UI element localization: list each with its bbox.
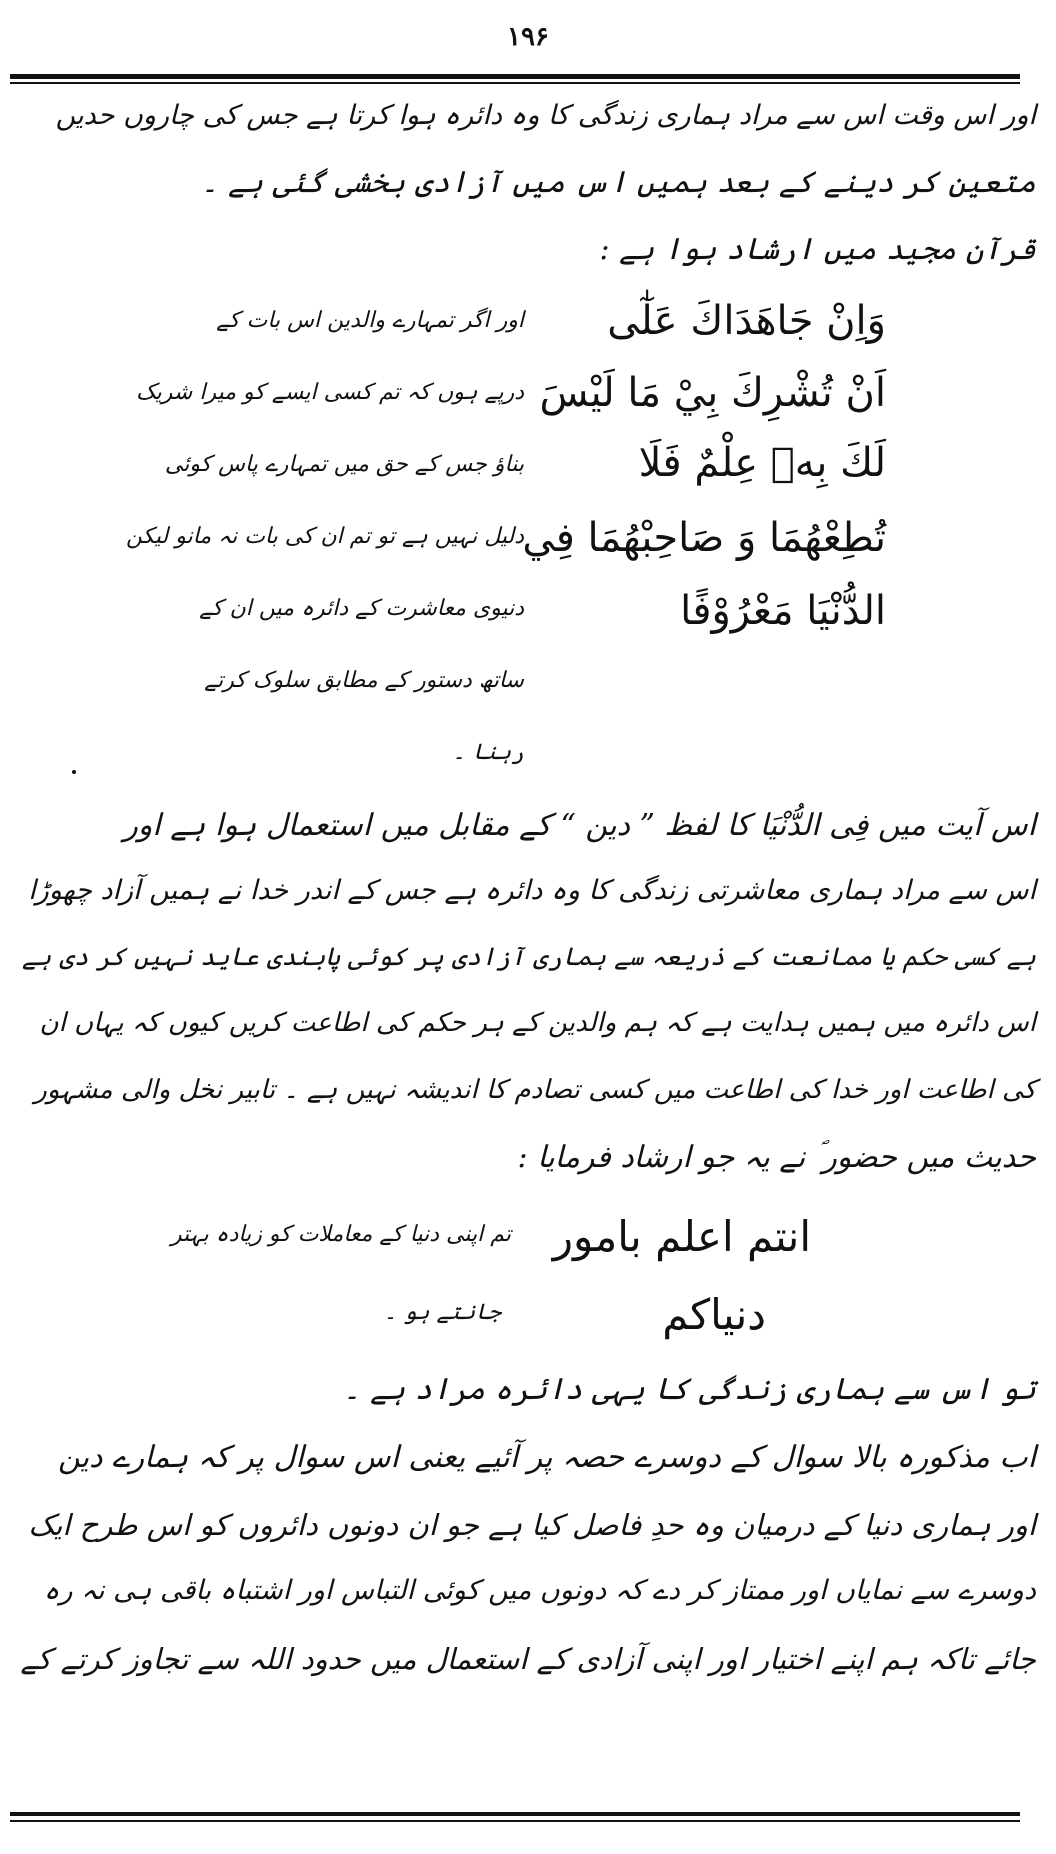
para2-line-2: اس سے مراد ہماری معاشرتی زندگی کا وہ دائرہ ہے جس کے اندر خدا نے ہمیں آزاد چھوڑا xyxy=(28,875,1036,906)
stray-dot xyxy=(72,770,76,774)
verse1-translation-line-7: رہنا ۔ xyxy=(452,740,524,765)
para3-line-4: دوسرے سے نمایاں اور ممتاز کر دے کہ دونوں میں کوئی التباس اور اشتباہ باقی ہی نہ رہ xyxy=(43,1575,1036,1606)
para3-line-2: اب مذکورہ بالا سوال کے دوسرے حصہ پر آئیے یعنی اس سوال پر کہ ہمارے دین xyxy=(57,1440,1036,1475)
para1-line-2: متعین کر دینے کے بعد ہمیں اس میں آزادی بخشی گئی ہے ۔ xyxy=(200,165,1036,200)
verse1-translation-line-4: دلیل نہیں ہے تو تم ان کی بات نہ مانو لیکن xyxy=(125,524,524,549)
verse1-translation-line-3: بناؤ جس کے حق میں تمہارے پاس کوئی xyxy=(164,452,524,477)
verse1-translation-line-1: اور اگر تمہارے والدین اس بات کے xyxy=(216,308,524,333)
header-rule xyxy=(10,74,1020,79)
verse1-translation-line-6: ساتھ دستور کے مطابق سلوک کرتے xyxy=(204,668,524,693)
footer-rule xyxy=(10,1812,1020,1816)
verse1-arabic-line-2: اَنْ تُشْرِكَ بِيْ مَا لَيْسَ xyxy=(539,370,886,416)
para2-line-1: اس آیت میں فِی الدُّنْیَا کا لفظ ” دین “ کے مقابل میں استعمال ہوا ہے اور xyxy=(123,808,1036,843)
quote2-arabic-line-1: انتم اعلم بامور xyxy=(552,1212,811,1261)
verse1-translation-line-2: درپے ہوں کہ تم کسی ایسے کو میرا شریک xyxy=(135,380,524,405)
para2-line-5: کی اطاعت اور خدا کی اطاعت میں کسی تصادم کا اندیشہ نہیں ہے ۔ تابیر نخل والی مشہور xyxy=(34,1075,1036,1105)
header-rule-thin xyxy=(10,82,1020,84)
verse1-arabic-line-5: الدُّنْيَا مَعْرُوْفًا xyxy=(680,588,886,634)
verse1-arabic-line-4: تُطِعْهُمَا وَ صَاحِبْهُمَا فِي xyxy=(522,515,886,561)
verse1-translation-line-5: دنیوی معاشرت کے دائرہ میں ان کے xyxy=(199,596,524,621)
para2-line-6: حدیث میں حضور ؐ نے یہ جو ارشاد فرمایا : xyxy=(517,1140,1036,1175)
page-number: ۱۹۶ xyxy=(507,22,549,52)
para2-line-4: اس دائرہ میں ہمیں ہدایت ہے کہ ہم والدین کے ہر حکم کی اطاعت کریں کیوں کہ یہاں ان xyxy=(39,1008,1036,1038)
footer-rule-thin xyxy=(10,1820,1020,1822)
para2-line-3: ہے کسی حکم یا ممانعت کے ذریعہ سے ہماری آزادی پر کوئی پابندی عاید نہیں کر دی ہے xyxy=(21,942,1036,971)
para3-line-1: تو اس سے ہماری زندگی کا یہی دائرہ مراد ہے ۔ xyxy=(342,1372,1036,1407)
quote2-arabic-line-2: دنیاکم xyxy=(662,1290,766,1339)
quote2-translation-line-1: تم اپنی دنیا کے معاملات کو زیادہ بہتر xyxy=(170,1222,511,1247)
para1-line-3: قرآن مجید میں ارشاد ہوا ہے : xyxy=(599,232,1036,267)
quote2-translation-line-2: جانتے ہو ۔ xyxy=(383,1300,501,1325)
para3-line-5: جائے تاکہ ہم اپنے اختیار اور اپنی آزادی کے استعمال میں حدود اللہ سے تجاوز کرتے کے xyxy=(20,1642,1036,1676)
para3-line-3: اور ہماری دنیا کے درمیان وہ حدِ فاصل کیا ہے جو ان دونوں دائروں کو اس طرح ایک xyxy=(28,1508,1036,1542)
verse1-arabic-line-3: لَكَ بِهٖ عِلْمٌ فَلَا xyxy=(638,440,886,486)
verse1-arabic-line-1: وَاِنْ جَاهَدَاكَ عَلٰٓى xyxy=(607,298,886,344)
para1-line-1: اور اس وقت اس سے مراد ہماری زندگی کا وہ دائرہ ہوا کرتا ہے جس کی چاروں حدیں xyxy=(55,100,1036,131)
